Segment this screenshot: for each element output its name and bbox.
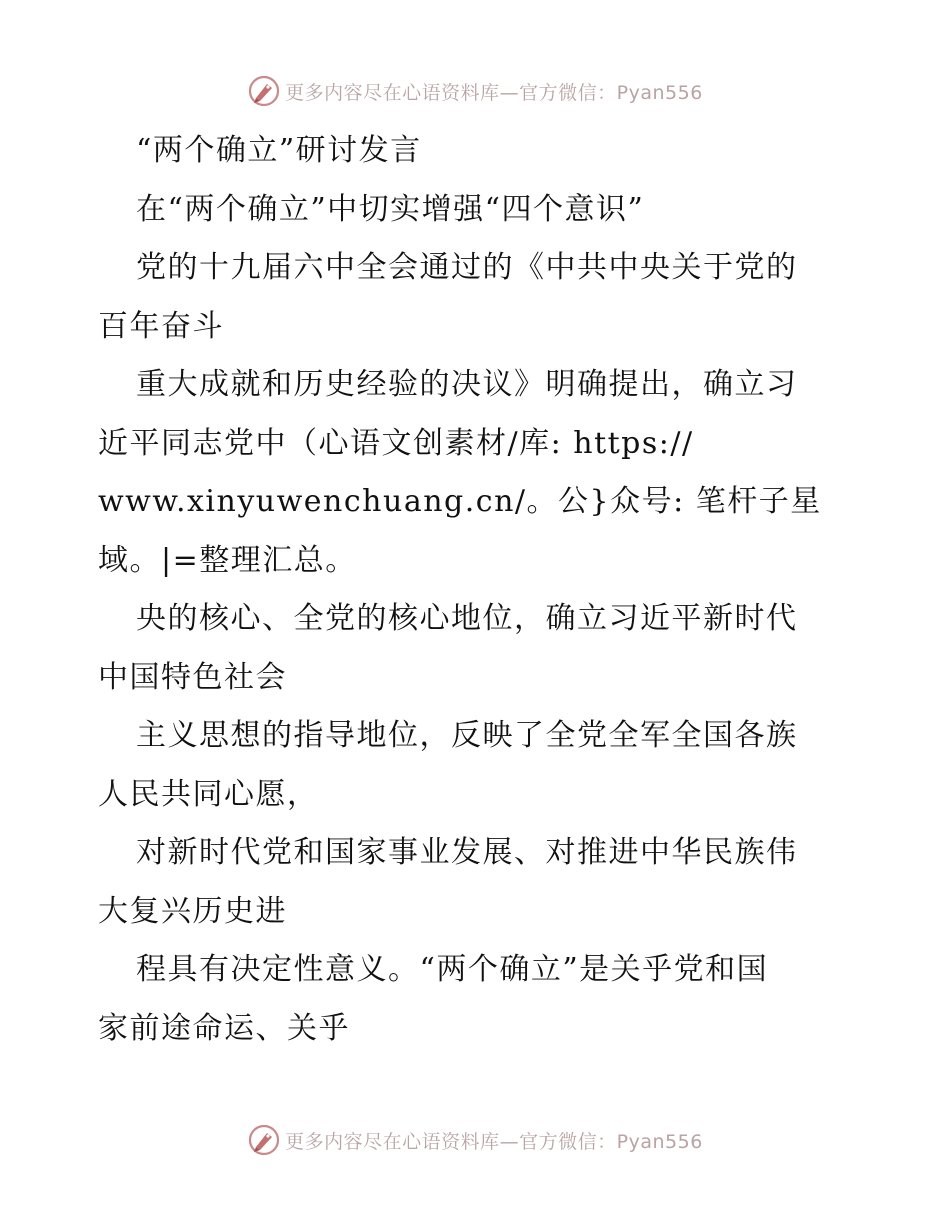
header-watermark bbox=[0, 71, 950, 111]
text-line: 党的十九届六中全会通过的《中共中央关于党的 bbox=[136, 250, 798, 285]
pen-nib-logo-icon bbox=[247, 74, 281, 108]
document-body bbox=[98, 122, 858, 1058]
text-line: 大复兴历史进 bbox=[98, 893, 287, 929]
watermark-text: 更多内容尽在心语资料库—官方微信：Pyan556 bbox=[285, 81, 703, 104]
text-line: 在“两个确立”中切实增强“四个意识” bbox=[136, 191, 645, 227]
pen-nib-logo-icon bbox=[247, 1123, 281, 1157]
text-line: www.xinyuwenchuang.cn/。公}众号: 笔杆子星 bbox=[98, 484, 822, 519]
footer-watermark bbox=[0, 1120, 950, 1160]
text-line: 域。|=整理汇总。 bbox=[98, 542, 357, 578]
text-line: 近平同志党中（心语文创素材/库: https:// bbox=[98, 425, 694, 461]
text-line: 百年奋斗 bbox=[98, 308, 224, 344]
watermark-text: 更多内容尽在心语资料库—官方微信：Pyan556 bbox=[285, 1130, 703, 1153]
text-line: 人民共同心愿， bbox=[98, 776, 319, 812]
text-line: 央的核心、全党的核心地位，确立习近平新时代 bbox=[136, 601, 798, 636]
text-line: 程具有决定性意义。“两个确立”是关乎党和国 bbox=[136, 952, 769, 987]
text-line: 对新时代党和国家事业发展、对推进中华民族伟 bbox=[136, 835, 798, 870]
text-line: 家前途命运、关乎 bbox=[98, 1010, 350, 1046]
text-line: 主义思想的指导地位，反映了全党全军全国各族 bbox=[136, 718, 798, 753]
text-line: 重大成就和历史经验的决议》明确提出，确立习 bbox=[136, 367, 798, 402]
text-line: “两个确立”研讨发言 bbox=[136, 133, 422, 168]
text-line: 中国特色社会 bbox=[98, 659, 287, 695]
